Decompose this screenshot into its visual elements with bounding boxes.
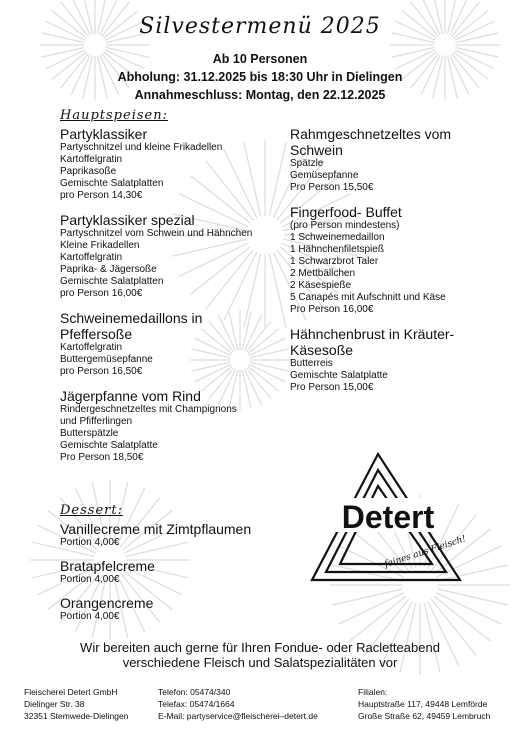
- dish-detail: Pro Person 18,50€: [60, 452, 144, 463]
- dish-detail: Spätzle: [290, 158, 324, 169]
- city: 32351 Stemwede-Dielingen: [24, 711, 129, 721]
- dessert-item: [60, 595, 290, 623]
- dish-detail: Pro Person 16,00€: [290, 304, 374, 315]
- dish-detail: Partyschnitzel vom Schwein und Hähnchen: [60, 228, 253, 239]
- dessert-price: Portion 4,00€: [60, 537, 120, 548]
- dish-detail: Partyschnitzel und kleine Frikadellen: [60, 142, 223, 153]
- menu-item: [60, 212, 275, 300]
- menu-item: [60, 388, 275, 464]
- menu-item: [290, 126, 480, 194]
- phone: Telefon: 05474/340: [158, 687, 231, 697]
- dish-detail: Gemischte Salatplatten: [60, 276, 164, 287]
- dessert-item: [60, 558, 290, 586]
- street: Dielinger Str. 38: [24, 699, 85, 709]
- footer-branches: [358, 686, 490, 722]
- dish-name: Schweinemedaillons in Pfeffersoße: [60, 310, 203, 342]
- main-dishes-left: [60, 126, 275, 474]
- dish-name: Jägerpfanne vom Rind: [60, 388, 201, 404]
- dish-name: Hähnchenbrust in Kräuter-Käsesoße: [290, 326, 455, 358]
- footer-address: [24, 686, 128, 722]
- dish-detail: Paprikasoße: [60, 166, 117, 177]
- menu-item: [60, 310, 275, 378]
- main-dishes-right: [290, 126, 480, 404]
- fax: Telefax: 05474/1664: [158, 699, 235, 709]
- footer-contact: [158, 686, 318, 722]
- logo-slogan: feines aus Fleisch!: [383, 534, 468, 571]
- branch-lembruch: Große Straße 62, 49459 Lembruch: [358, 711, 491, 721]
- dish-detail: Kartoffelgratin: [60, 154, 123, 165]
- dish-detail: Butterspätzle: [60, 428, 119, 439]
- dish-detail: pro Person 16,00€: [60, 288, 143, 299]
- dish-name: Partyklassiker: [60, 126, 148, 142]
- dish-detail: 1 Schwarzbrot Taler: [290, 256, 379, 267]
- closing-line-2: verschiedene Fleisch und Salatspezialitäten vor: [122, 655, 398, 670]
- dish-detail: Kartoffelgratin: [60, 252, 123, 263]
- dish-detail: pro Person 16,50€: [60, 366, 143, 377]
- email-link[interactable]: E-Mail: partyservice@fleischerei–detert.de: [158, 711, 318, 721]
- pickup-info: Abholung: 31.12.2025 bis 18:30 Uhr in Dielingen: [117, 70, 403, 84]
- order-deadline: Annahmeschluss: Montag, den 22.12.2025: [134, 88, 386, 102]
- dish-detail: pro Person 14,30€: [60, 190, 143, 201]
- dessert-list: [60, 521, 290, 632]
- dessert-item: [60, 521, 290, 549]
- dish-detail: Gemischte Salatplatte: [290, 370, 388, 381]
- dish-detail: 2 Käsespieße: [290, 280, 352, 291]
- dish-name: Partyklassiker spezial: [60, 212, 195, 228]
- section-heading-main: Hauptspeisen:: [60, 108, 168, 123]
- menu-item: [290, 326, 480, 394]
- detert-logo: [308, 448, 468, 588]
- dish-detail: Paprika- & Jägersoße: [60, 264, 157, 275]
- dish-name: Rahmgeschnetzeltes vom Schwein: [290, 126, 452, 158]
- dessert-name: Bratapfelcreme: [60, 558, 155, 574]
- dish-detail: und Pfifferlingen: [60, 416, 133, 427]
- dish-detail: Pro Person 15,00€: [290, 382, 374, 393]
- dish-detail: Gemischte Salatplatten: [60, 178, 164, 189]
- dish-detail: 2 Mettbällchen: [290, 268, 356, 279]
- dish-detail: Buttergemüsepfanne: [60, 354, 153, 365]
- dish-detail: Gemischte Salatplatte: [60, 440, 158, 451]
- closing-line-1: Wir bereiten auch gerne für Ihren Fondue- oder Racletteabend: [80, 640, 440, 655]
- dish-detail: 1 Hähnchenfiletspieß: [290, 244, 384, 255]
- dish-detail: Gemüsepfanne: [290, 170, 359, 181]
- dessert-price: Portion 4,00€: [60, 611, 120, 622]
- branch-lemfoerde: Hauptstraße 117, 49448 Lemförde: [358, 699, 488, 709]
- dish-detail: Rindergeschnetzeltes mit Champignons: [60, 404, 237, 415]
- dish-detail: 1 Schweinemedaillon: [290, 232, 385, 243]
- branches-label: Filialen:: [358, 687, 388, 697]
- closing-note: [0, 640, 520, 670]
- menu-item: [290, 204, 480, 316]
- section-heading-dessert: Dessert:: [60, 503, 123, 518]
- logo-wordmark: Detert: [341, 499, 435, 535]
- dish-detail: (pro Person mindestens): [290, 220, 400, 231]
- menu-item: [60, 126, 275, 202]
- min-persons: Ab 10 Personen: [212, 52, 308, 66]
- dessert-price: Portion 4,00€: [60, 574, 120, 585]
- page-title: Silvestermenü 2025: [139, 14, 381, 39]
- dish-detail: Kleine Frikadellen: [60, 240, 140, 251]
- dish-detail: Pro Person 15,50€: [290, 182, 374, 193]
- dish-detail: Kartoffelgratin: [60, 342, 123, 353]
- dessert-name: Vanillecreme mit Zimtpflaumen: [60, 521, 252, 537]
- dessert-name: Orangencreme: [60, 595, 154, 611]
- company-name: Fleischerei Detert GmbH: [24, 687, 118, 697]
- dish-detail: 5 Canapés mit Aufschnitt und Käse: [290, 292, 446, 303]
- dish-detail: Butterreis: [290, 358, 333, 369]
- dish-name: Fingerfood- Buffet: [290, 204, 402, 220]
